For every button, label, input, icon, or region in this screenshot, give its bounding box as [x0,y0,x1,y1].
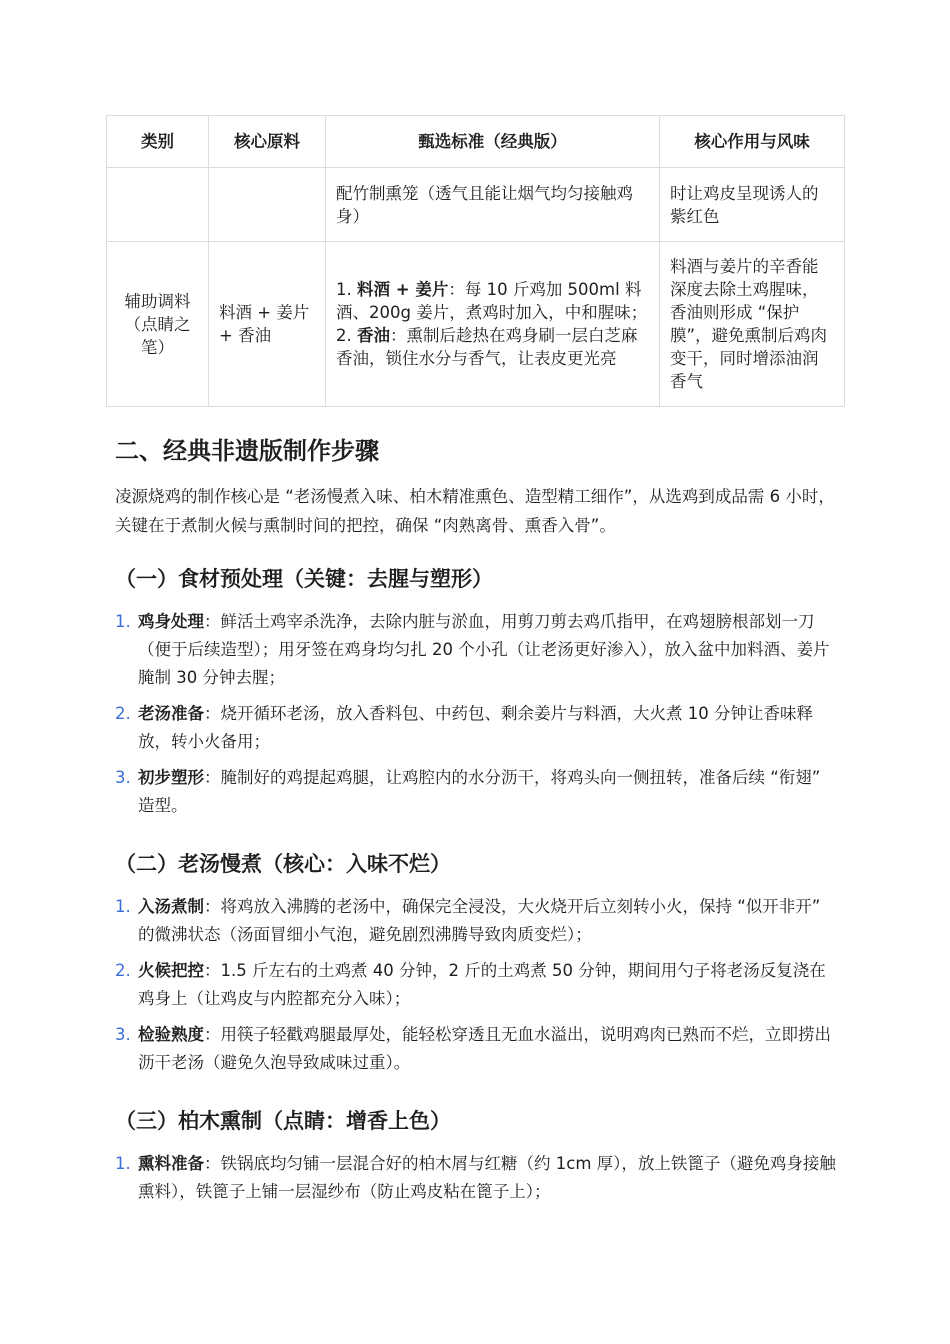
cell-category: 辅助调料（点睛之笔） [107,242,209,407]
table-row [107,242,845,407]
step-title: 火候把控 [138,961,204,980]
list-number: 3. [115,1025,131,1044]
header-ingredient: 核心原料 [209,116,326,168]
list-item [115,957,837,1013]
step-text: ：腌制好的鸡提起鸡腿，让鸡腔内的水分沥干，将鸡头向一侧扭转，准备后续 “衔翅” 造型。 [138,768,821,815]
list-item [115,1021,837,1077]
list-number: 1. [115,1154,131,1173]
std-bold-1: 料酒 + 姜片 [357,280,449,299]
std-text-2: ：熏制后趁热在鸡身刷一层白芝麻香油，锁住水分与香气，让表皮更光亮 [336,326,638,368]
header-standard: 甄选标准（经典版） [326,116,660,168]
cell-category [107,168,209,242]
step-text: ：鲜活土鸡宰杀洗净，去除内脏与淤血，用剪刀剪去鸡爪指甲，在鸡翅膀根部划一刀（便于后续造型）；用牙签在鸡身均匀扎 20 个小孔（让老汤更好渗入），放入盆中加料酒、姜片腌制 30 分钟去腥； [138,612,830,687]
list-item [115,764,837,820]
header-category: 类别 [107,116,209,168]
std-text-1: ：每 10 斤鸡加 500ml 料酒、200g 姜片，煮鸡时加入，中和腥味； [336,280,648,322]
table-row [107,168,845,242]
std-num-1: 1. [336,280,357,299]
step-text: ：将鸡放入沸腾的老汤中，确保完全浸没，大火烧开后立刻转小火，保持 “似开非开” 的微沸状态（汤面冒细小气泡，避免剧烈沸腾导致肉质变烂）； [138,897,821,944]
std-num-2: 2. [336,326,357,345]
step-text: ：1.5 斤左右的土鸡煮 40 分钟，2 斤的土鸡煮 50 分钟，期间用勺子将老汤反复浇在鸡身上（让鸡皮与内腔都充分入味）； [138,961,826,1008]
list-number: 1. [115,897,131,916]
header-effect: 核心作用与风味 [660,116,845,168]
list-item [115,700,837,756]
intro-paragraph: 凌源烧鸡的制作核心是 “老汤慢煮入味、柏木精准熏色、造型精工细作”，从选鸡到成品需 6 小时，关键在于煮制火候与熏制时间的把控，确保 “肉熟离骨、熏香入骨”。 [115,487,835,535]
step-title: 检验熟度 [138,1025,204,1044]
section-heading: 二、经典非遗版制作步骤 [115,437,379,465]
step-text: ：烧开循环老汤，放入香料包、中药包、剩余姜片与料酒，大火煮 10 分钟让香味释放，转小火备用； [138,704,813,751]
step-title: 入汤煮制 [138,897,204,916]
subsection-heading-2: （二）老汤慢煮（核心：入味不烂） [115,852,451,876]
step-text: ：铁锅底均匀铺一层混合好的柏木屑与红糖（约 1cm 厚），放上铁篦子（避免鸡身接触熏料），铁篦子上铺一层湿纱布（防止鸡皮粘在篦子上）； [138,1154,836,1201]
table-header-row [107,116,845,168]
list-number: 1. [115,612,131,631]
list-number: 3. [115,768,131,787]
list-item [115,893,837,949]
step-title: 鸡身处理 [138,612,204,631]
steps-list-3 [115,1150,837,1214]
subsection-heading-3: （三）柏木熏制（点睛：增香上色） [115,1109,451,1133]
step-text: ：用筷子轻戳鸡腿最厚处，能轻松穿透且无血水溢出，说明鸡肉已熟而不烂，立即捞出沥干老汤（避免久泡导致咸味过重）。 [138,1025,831,1072]
cell-ingredient [209,168,326,242]
list-number: 2. [115,704,131,723]
step-title: 初步塑形 [138,768,204,787]
list-number: 2. [115,961,131,980]
step-title: 老汤准备 [138,704,204,723]
steps-list-1 [115,608,837,828]
cell-ingredient: 料酒 + 姜片 + 香油 [209,242,326,407]
step-title: 熏料准备 [138,1154,204,1173]
list-item [115,1150,837,1206]
cell-effect: 时让鸡皮呈现诱人的紫红色 [660,168,845,242]
cell-standard: 配竹制熏笼（透气且能让烟气均匀接触鸡身） [326,168,660,242]
ingredients-table [106,115,845,407]
steps-list-2 [115,893,837,1085]
cell-effect: 料酒与姜片的辛香能深度去除土鸡腥味，香油则形成 “保护膜”，避免熏制后鸡肉变干，同时增添油润香气 [660,242,845,407]
cell-standard [326,242,660,407]
subsection-heading-1: （一）食材预处理（关键：去腥与塑形） [115,567,493,591]
list-item [115,608,837,692]
std-bold-2: 香油 [357,326,390,345]
